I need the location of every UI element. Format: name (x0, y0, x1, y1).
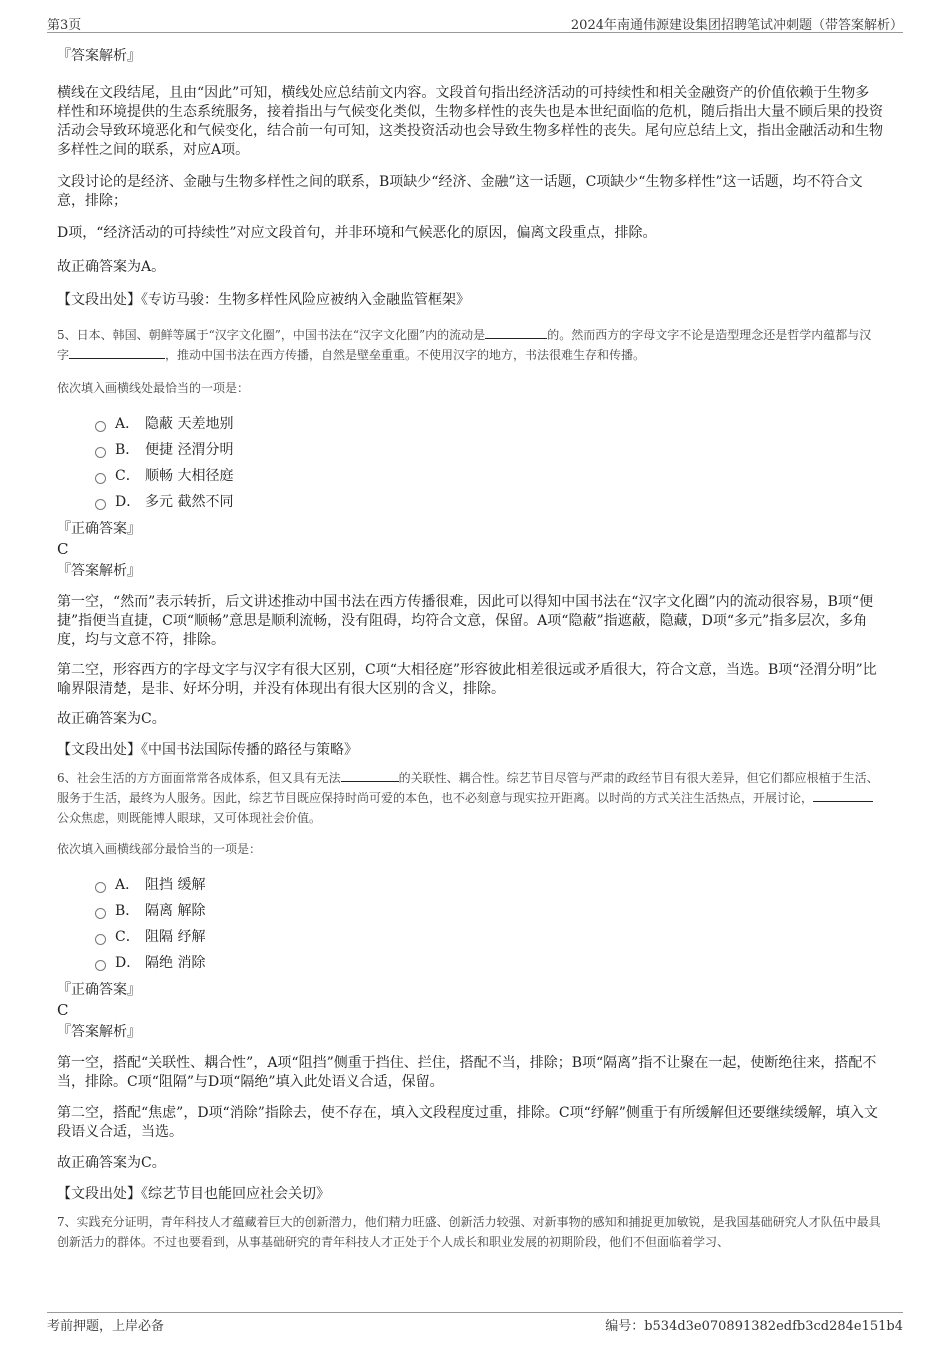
analysis-paragraph: 第一空，搭配“关联性、耦合性”，A项“阻挡”侧重于挡住、拦住，搭配不当，排除；B项“隔离”指不让聚在一起，使断绝往来，搭配不当，排除。C项“阻隔”与D项“隔绝”填入此处语义合适，保留。 (57, 1055, 877, 1090)
radio-icon[interactable] (95, 473, 106, 484)
passage-source: 【文段出处】《专访马骏：生物多样性风险应被纳入金融监管框架》 (57, 292, 470, 308)
analysis-paragraph: 第二空，形容西方的字母文字与汉字有很大区别，C项“大相径庭”形容彼此相差很远或矛盾很大，符合文意，当选。B项“泾渭分明”比喻界限清楚，是非、好坏分明，并没有体现出有很大区别的含义，排除。 (57, 662, 877, 697)
answer-blank (69, 345, 165, 359)
analysis-paragraph: 第二空，搭配“焦虑”，D项“消除”指除去，使不存在，填入文段程度过重，排除。C项“纾解”侧重于有所缓解但还要继续缓解，填入文段语义合适，当选。 (57, 1105, 878, 1140)
option-b[interactable]: B． 便捷 泾渭分明 (95, 437, 883, 463)
radio-icon[interactable] (95, 934, 106, 945)
option-list (57, 411, 883, 515)
option-a[interactable]: A． 阻挡 缓解 (95, 872, 883, 898)
option-d[interactable]: D． 多元 截然不同 (95, 489, 883, 515)
conclusion: 故正确答案为C。 (57, 1155, 166, 1171)
answer-blank (485, 325, 547, 339)
option-b[interactable]: B． 隔离 解除 (95, 898, 883, 924)
document-id: 编号：b534d3e070891382edfb3cd284e151b4 (605, 1319, 903, 1334)
document-body (57, 40, 883, 1252)
radio-icon[interactable] (95, 960, 106, 971)
passage-source: 【文段出处】《中国书法国际传播的路径与策略》 (57, 742, 358, 758)
option-c[interactable]: C． 阻隔 纾解 (95, 924, 883, 950)
passage-source: 【文段出处】《综艺节目也能回应社会关切》 (57, 1186, 330, 1202)
conclusion: 故正确答案为A。 (57, 259, 166, 275)
correct-answer: C (57, 540, 69, 558)
analysis-label: 『答案解析』 (57, 563, 141, 579)
conclusion: 故正确答案为C。 (57, 711, 166, 727)
radio-icon[interactable] (95, 447, 106, 458)
question-instruction: 依次填入画横线处最恰当的一项是： (57, 381, 250, 395)
question-stem: 7、实践充分证明，青年科技人才蕴藏着巨大的创新潜力，他们精力旺盛、创新活力较强、对新事物的感知和捕捉更加敏锐，是我国基础研究人才队伍中最具创新活力的群体。不过也要看到，从事基础研究的青年科技人才正处于个人成长和职业发展的初期阶段，他们不但面临着学习、 (57, 1215, 881, 1249)
question-stem: 5、日本、韩国、朝鲜等属于“汉字文化圈”，中国书法在“汉字文化圈”内的流动是 的。然而西方的字母文字不论是造型理念还是哲学内蕴都与汉字 ，推动中国书法在西方传播，自然是壁垒重重。不使用汉字的地方，书法很难生存和传播。 (57, 325, 883, 365)
radio-icon[interactable] (95, 908, 106, 919)
document-title: 2024年南通伟源建设集团招聘笔试冲刺题（带答案解析） (570, 18, 903, 33)
page-number: 第3页 (47, 18, 82, 33)
correct-answer-label: 『正确答案』 (57, 982, 141, 998)
analysis-paragraph: 横线在文段结尾，且由“因此”可知，横线处应总结前文内容。文段首句指出经济活动的可持续性和相关金融资产的价值依赖于生物多样性和环境提供的生态系统服务，接着指出与气候变化类似，生物多样性的丧失也是本世纪面临的危机，随后指出大量不顾后果的投资活动会导致环境恶化和气候变化，结合前一句可知，这类投资活动也会导致生物多样性的丧失。尾句应总结上文，指出金融活动和生物多样性之间的联系，对应A项。 (57, 85, 883, 158)
analysis-paragraph: 第一空，“然而”表示转折，后文讲述推动中国书法在西方传播很难，因此可以得知中国书法在“汉字文化圈”内的流动很容易，B项“便捷”指便当直捷，C项“顺畅”意思是顺利流畅，没有阻碍，均符合文意，保留。A项“隐蔽”指遮蔽，隐藏，D项“多元”指多层次，多角度，均与文意不符，排除。 (57, 594, 874, 648)
option-d[interactable]: D． 隔绝 消除 (95, 950, 883, 976)
option-c[interactable]: C． 顺畅 大相径庭 (95, 463, 883, 489)
radio-icon[interactable] (95, 499, 106, 510)
page-footer (47, 1312, 903, 1333)
correct-answer: C (57, 1001, 69, 1019)
answer-blank (813, 788, 873, 802)
option-a[interactable]: A． 隐蔽 天差地别 (95, 411, 883, 437)
option-list (57, 872, 883, 976)
analysis-paragraph: D项，“经济活动的可持续性”对应文段首句，并非环境和气候恶化的原因，偏离文段重点，排除。 (57, 225, 657, 241)
analysis-label: 『答案解析』 (57, 1024, 141, 1040)
page-header (47, 12, 903, 33)
radio-icon[interactable] (95, 882, 106, 893)
answer-blank (341, 768, 399, 782)
question-instruction: 依次填入画横线部分最恰当的一项是： (57, 842, 262, 856)
question-stem: 6、社会生活的方方面面常常各成体系，但又具有无法 的关联性、耦合性。综艺节目尽管与严肃的政经节目有很大差异，但它们都应根植于生活、服务于生活，最终为人服务。因此，综艺节目既应保持时尚可爱的本色，也不必刻意与现实拉开距离。以时尚的方式关注生活热点，开展讨论，公众焦虑，则既能博人眼球，又可体现社会价值。 (57, 768, 883, 828)
analysis-paragraph: 文段讨论的是经济、金融与生物多样性之间的联系，B项缺少“经济、金融”这一话题，C项缺少“生物多样性”这一话题，均不符合文意，排除； (57, 174, 863, 209)
analysis-label: 『答案解析』 (57, 48, 141, 64)
radio-icon[interactable] (95, 421, 106, 432)
correct-answer-label: 『正确答案』 (57, 521, 141, 537)
footer-slogan: 考前押题，上岸必备 (47, 1319, 165, 1334)
